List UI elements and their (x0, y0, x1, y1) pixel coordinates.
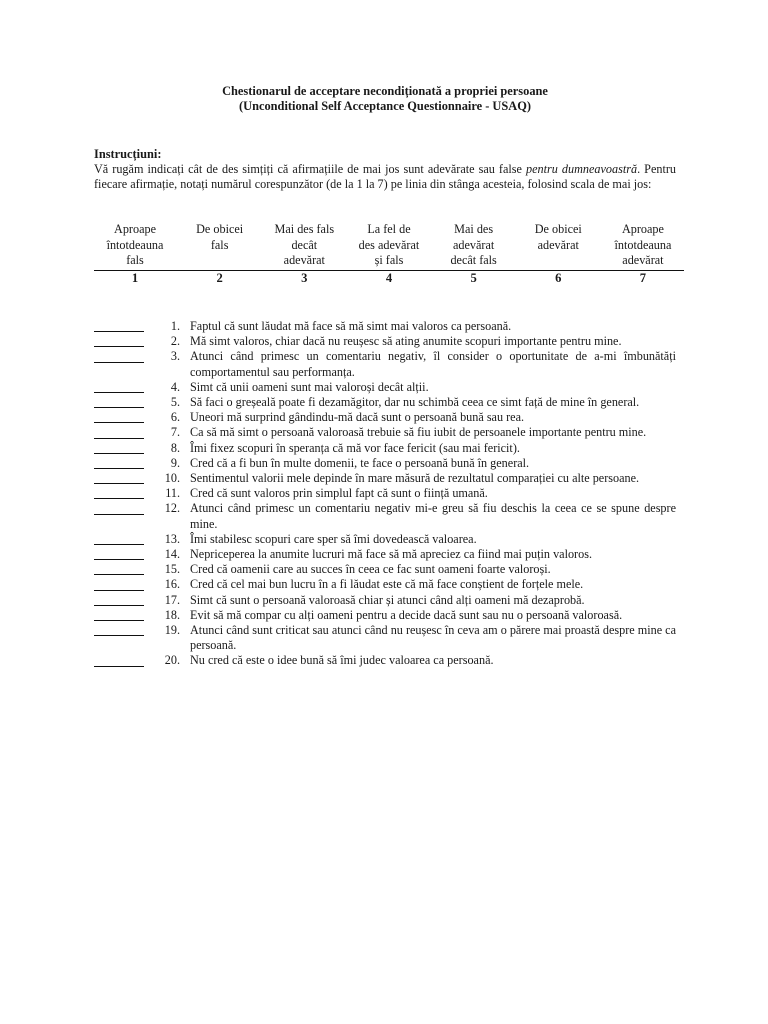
item-number: 12. (164, 501, 180, 516)
scale-number: 3 (301, 270, 308, 285)
list-item (94, 441, 676, 456)
item-text: Cred că oamenii care au succes în ceea ce fac sunt oameni foarte valoroși. (190, 562, 551, 577)
scale-label: La fel de des adevărat și fals (358, 222, 420, 268)
item-text: Mă simt valoros, chiar dacă nu reușesc să ating anumite scopuri importante pentru mine. (190, 334, 622, 349)
item-number: 11. (165, 486, 180, 501)
list-item (94, 623, 676, 653)
answer-blank[interactable] (94, 532, 144, 547)
answer-blank[interactable] (94, 593, 144, 608)
answer-blank[interactable] (94, 653, 144, 668)
item-number: 17. (164, 592, 180, 607)
item-number: 1. (170, 318, 180, 333)
item-text: Cred că sunt valoros prin simplul fapt că sunt o ființă umană. (190, 486, 488, 501)
list-item (94, 608, 676, 623)
item-number: 18. (164, 607, 180, 622)
item-number: 16. (164, 577, 180, 592)
list-item (94, 319, 676, 334)
item-number: 20. (164, 653, 180, 668)
list-item (94, 547, 676, 562)
answer-blank[interactable] (94, 471, 144, 486)
item-text: Atunci când primesc un comentariu negativ mi-e greu să fiu deschis la ceea ce se spune despre mine. (190, 501, 676, 531)
item-number: 4. (170, 379, 180, 394)
answer-blank[interactable] (94, 577, 144, 592)
answer-blank[interactable] (94, 623, 144, 638)
item-text: Faptul că sunt lăudat mă face să mă simt mai valoros ca persoană. (190, 318, 512, 333)
item-number: 6. (170, 410, 180, 425)
list-item (94, 349, 676, 379)
list-item (94, 456, 676, 471)
item-text: Cred că cel mai bun lucru în a fi lăudat este că mă face conștient de forțele mele. (190, 577, 584, 592)
item-number: 14. (164, 546, 180, 561)
item-number: 10. (164, 470, 180, 485)
scale-number: 6 (555, 270, 562, 285)
item-number: 7. (170, 425, 180, 440)
scale-label: Mai des fals decât adevărat (274, 222, 335, 268)
answer-blank[interactable] (94, 441, 144, 456)
list-item (94, 532, 676, 547)
answer-blank[interactable] (94, 456, 144, 471)
list-item (94, 577, 676, 592)
list-item (94, 425, 676, 440)
item-number: 2. (170, 334, 180, 349)
item-text: Ca să mă simt o persoană valoroasă trebuie să fiu iubit de persoanele importante pentru mine. (190, 425, 647, 440)
title-romanian: Chestionarul de acceptare necondiționată a propriei persoane (222, 84, 548, 98)
scale-number: 4 (385, 270, 393, 285)
answer-blank[interactable] (94, 608, 144, 623)
instructions-text-part1: Vă rugăm indicați cât de des simțiți că afirmațiile de mai jos sunt adevărate sau false (94, 162, 527, 176)
answer-blank[interactable] (94, 395, 144, 410)
item-text: Evit să mă compar cu alți oameni pentru a decide dacă sunt sau nu o persoană valoroasă. (190, 607, 623, 622)
list-item (94, 562, 676, 577)
item-number: 19. (164, 622, 180, 637)
item-text: Sentimentul valorii mele depinde în mare măsură de rezultatul comparației cu alte persoane. (190, 470, 640, 485)
questionnaire-items (94, 319, 676, 669)
title-english: (Unconditional Self Acceptance Questionnaire - USAQ) (239, 99, 531, 113)
item-text: Nu cred că este o idee bună să îmi judec valoarea ca persoană. (190, 653, 494, 668)
scale-number: 5 (470, 270, 477, 285)
item-text: Atunci când sunt criticat sau atunci când nu reușesc în ceva am o părere mai proastă despre mine ca persoană. (190, 622, 676, 653)
answer-blank[interactable] (94, 547, 144, 562)
scale-label: Aproape întotdeauna adevărat (614, 222, 672, 268)
answer-blank[interactable] (94, 562, 144, 577)
scale-label: De obicei fals (196, 222, 244, 252)
scale-label: Aproape întotdeauna fals (106, 222, 164, 268)
document-page (94, 84, 676, 669)
item-text: Uneori mă surprind gândindu-mă dacă sunt o persoană bună sau rea. (190, 410, 525, 425)
answer-blank[interactable] (94, 410, 144, 425)
scale-number: 7 (639, 270, 647, 285)
item-number: 13. (164, 531, 180, 546)
scale-number: 1 (131, 270, 139, 285)
list-item (94, 593, 676, 608)
instructions-text-italic: pentru dumneavoastră (526, 162, 638, 176)
item-text: Simt că unii oameni sunt mai valoroși decât alții. (190, 379, 429, 394)
item-text: Atunci când primesc un comentariu negativ, îl consider o oportunitate de a-mi îmbunătăți comportamentul sau performanța. (190, 349, 676, 379)
answer-blank[interactable] (94, 380, 144, 395)
item-text: Îmi stabilesc scopuri care sper să îmi dovedească valoarea. (190, 531, 477, 546)
list-item (94, 471, 676, 486)
answer-blank[interactable] (94, 349, 144, 364)
scale-label: Mai des adevărat decât fals (450, 222, 497, 268)
answer-blank[interactable] (94, 334, 144, 349)
item-number: 9. (170, 455, 180, 470)
scale-numbers (94, 271, 684, 286)
item-text: Nepriceperea la anumite lucruri mă face să mă apreciez ca fiind mai puțin valoros. (190, 546, 592, 561)
response-scale (94, 222, 684, 286)
answer-blank[interactable] (94, 425, 144, 440)
list-item (94, 410, 676, 425)
list-item (94, 486, 676, 501)
item-text: Să faci o greșeală poate fi dezamăgitor, dar nu schimbă ceea ce simt față de mine în general. (190, 394, 640, 409)
answer-blank[interactable] (94, 319, 144, 334)
item-text: Cred că a fi bun în multe domenii, te face o persoană bună în general. (190, 455, 530, 470)
list-item (94, 653, 676, 668)
item-number: 8. (170, 440, 180, 455)
list-item (94, 380, 676, 395)
item-text: Îmi fixez scopuri în speranța că mă vor face fericit (sau mai fericit). (190, 440, 520, 455)
answer-blank[interactable] (94, 486, 144, 501)
instructions-text (94, 162, 676, 192)
scale-number: 2 (216, 270, 223, 285)
item-text: Simt că sunt o persoană valoroasă chiar și atunci când alți oameni mă dezaprobă. (190, 592, 585, 607)
scale-label: De obicei adevărat (534, 222, 582, 252)
list-item (94, 501, 676, 531)
list-item (94, 395, 676, 410)
list-item (94, 334, 676, 349)
instructions-text-part2: . Pentru fiecare afirmație, notați numărul corespunzător (de la 1 la 7) pe linia din stânga acesteia, folosind scala de mai jos: (94, 162, 677, 192)
instructions-heading: Instrucțiuni: (94, 147, 162, 161)
item-number: 15. (164, 562, 180, 577)
scale-labels (94, 222, 684, 269)
item-number: 5. (170, 394, 180, 409)
answer-blank[interactable] (94, 501, 144, 516)
item-number: 3. (170, 349, 180, 364)
